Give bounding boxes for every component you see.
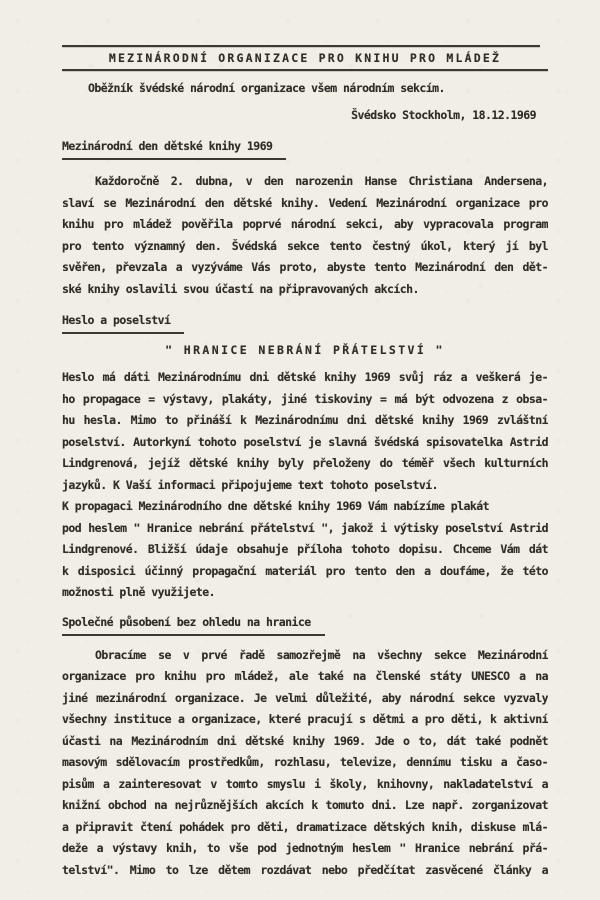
section-heading-text: Mezinárodní den dětské knihy 1969 — [62, 136, 286, 160]
paragraph — [62, 171, 548, 300]
paragraph-line: K propagaci Mezinárodního dne dětské knihy 1969 Vám nabízíme plakát — [62, 499, 490, 513]
paragraph-line: všechny instituce a organizace, které pracují s dětmi a pro děti, k aktivní — [62, 712, 548, 726]
paragraph-line: pisům a zainteresovat v tomto smyslu i školy, knihovny, nakladatelství a — [62, 776, 548, 791]
header-rule-bottom — [62, 69, 548, 71]
motto-line: " HRANICE NEBRÁNÍ PŘÁTELSTVÍ " — [165, 343, 445, 357]
paragraph-line: možnosti plně využijete. — [62, 585, 215, 599]
paragraph-line: deže a výstavy knih, to vše pod jednotným heslem " Hranice nebrání přá- — [62, 841, 548, 855]
paragraph — [62, 367, 548, 604]
section-heading — [62, 310, 548, 334]
paragraph-line: slaví se Mezinárodní den dětské knihy. Vedení Mezinárodní organizace pro — [62, 195, 548, 210]
paragraph-line: pro tento významný den. Švédská sekce tento čestný úkol, který jí byl — [62, 238, 548, 253]
paragraph — [62, 645, 548, 882]
paragraph-line: jiné mezinárodní organizace. Je velmi důležité, aby národní sekce vyzvaly — [62, 690, 548, 705]
paragraph-line: telství". Mimo to lze dětem rozdávat nebo předčítat zasvěcené články a — [62, 862, 548, 877]
section-heading-text: Společné působení bez ohledu na hranice — [62, 612, 325, 636]
paragraph-line: jazyků. K Vaší informaci připojujeme text tohoto poselství. — [62, 477, 439, 492]
paragraph-line: ské knihy oslavili svou účastí na připravovaných akcích. — [62, 281, 419, 296]
paragraph-line: pod heslem " Hranice nebrání přátelství ", jakož i výtisky poselství Astrid — [62, 520, 548, 535]
section-heading — [62, 612, 548, 636]
paragraph-line: účasti na Mezinárodním dni dětské knihy 1969. Jde o to, dát také podnět — [62, 733, 548, 748]
section-heading-text: Heslo a poselství — [62, 310, 184, 334]
paragraph-line: Heslo má dáti Mezinárodnímu dni dětské knihy 1969 svůj ráz a veškerá je- — [62, 370, 548, 384]
section-heading — [62, 136, 548, 160]
organization-title: MEZINÁRODNÍ ORGANIZACE PRO KNIHU PRO MLÁDEŽ — [108, 51, 502, 65]
paragraph-line: organizace pro knihu pro mládež, ale také na členské státy UNESCO a na — [62, 669, 548, 683]
circular-subtitle: Oběžník švédské národní organizace všem národním sekcím. — [88, 81, 445, 95]
paragraph-line: Obracíme se v prvé řadě samozřejmě na všechny sekce Mezinárodní — [95, 647, 548, 662]
paragraph-line: svěřen, převzala a vyzýváme Vás proto, abyste tento Mezinárodní den dět- — [62, 260, 548, 274]
paragraph-line: masovým sdělovacím prostředkům, rozhlasu, televize, dennímu tisku a časo- — [62, 755, 548, 769]
place-date-line: Švédsko Stockholm, 18.12.1969 — [351, 108, 536, 122]
paragraph-line: ho propagace = výstavy, plakáty, jiné tiskoviny = má být odvozena z obsa- — [62, 391, 548, 406]
paragraph-line: poselství. Autorkyní tohoto poselství je slavná švédská spisovatelka Astrid — [62, 434, 548, 449]
paragraph-line: knihu pro mládež pověřila poprvé národní sekci, aby vypracovala program — [62, 217, 548, 231]
document-body — [62, 136, 548, 881]
paragraph-line: knižní obchod na nejrůznějších akcích k tomuto dni. Lze např. zorganizovat — [62, 798, 548, 812]
paragraph-line: hu hesla. Mimo to přináší k Mezinárodnímu dni dětské knihy 1969 zvláštní — [62, 413, 548, 427]
paragraph-line: k disposici účinný propagační materiál pro tento den a doufáme, že této — [62, 563, 548, 578]
paragraph-line: Lindgrenové. Bližší údaje obsahuje příloha tohoto dopisu. Chceme Vám dát — [62, 542, 548, 556]
paragraph-line: Lindgrenová, jejíž dětské knihy byly přeloženy do téměř všech kulturních — [62, 456, 548, 470]
paragraph-line: Každoročně 2. dubna, v den narozenin Hanse Christiana Andersena, — [95, 174, 548, 188]
paragraph-line: a připravit čtení pohádek pro děti, dramatizace dětských knih, diskuse mlá- — [62, 819, 548, 834]
